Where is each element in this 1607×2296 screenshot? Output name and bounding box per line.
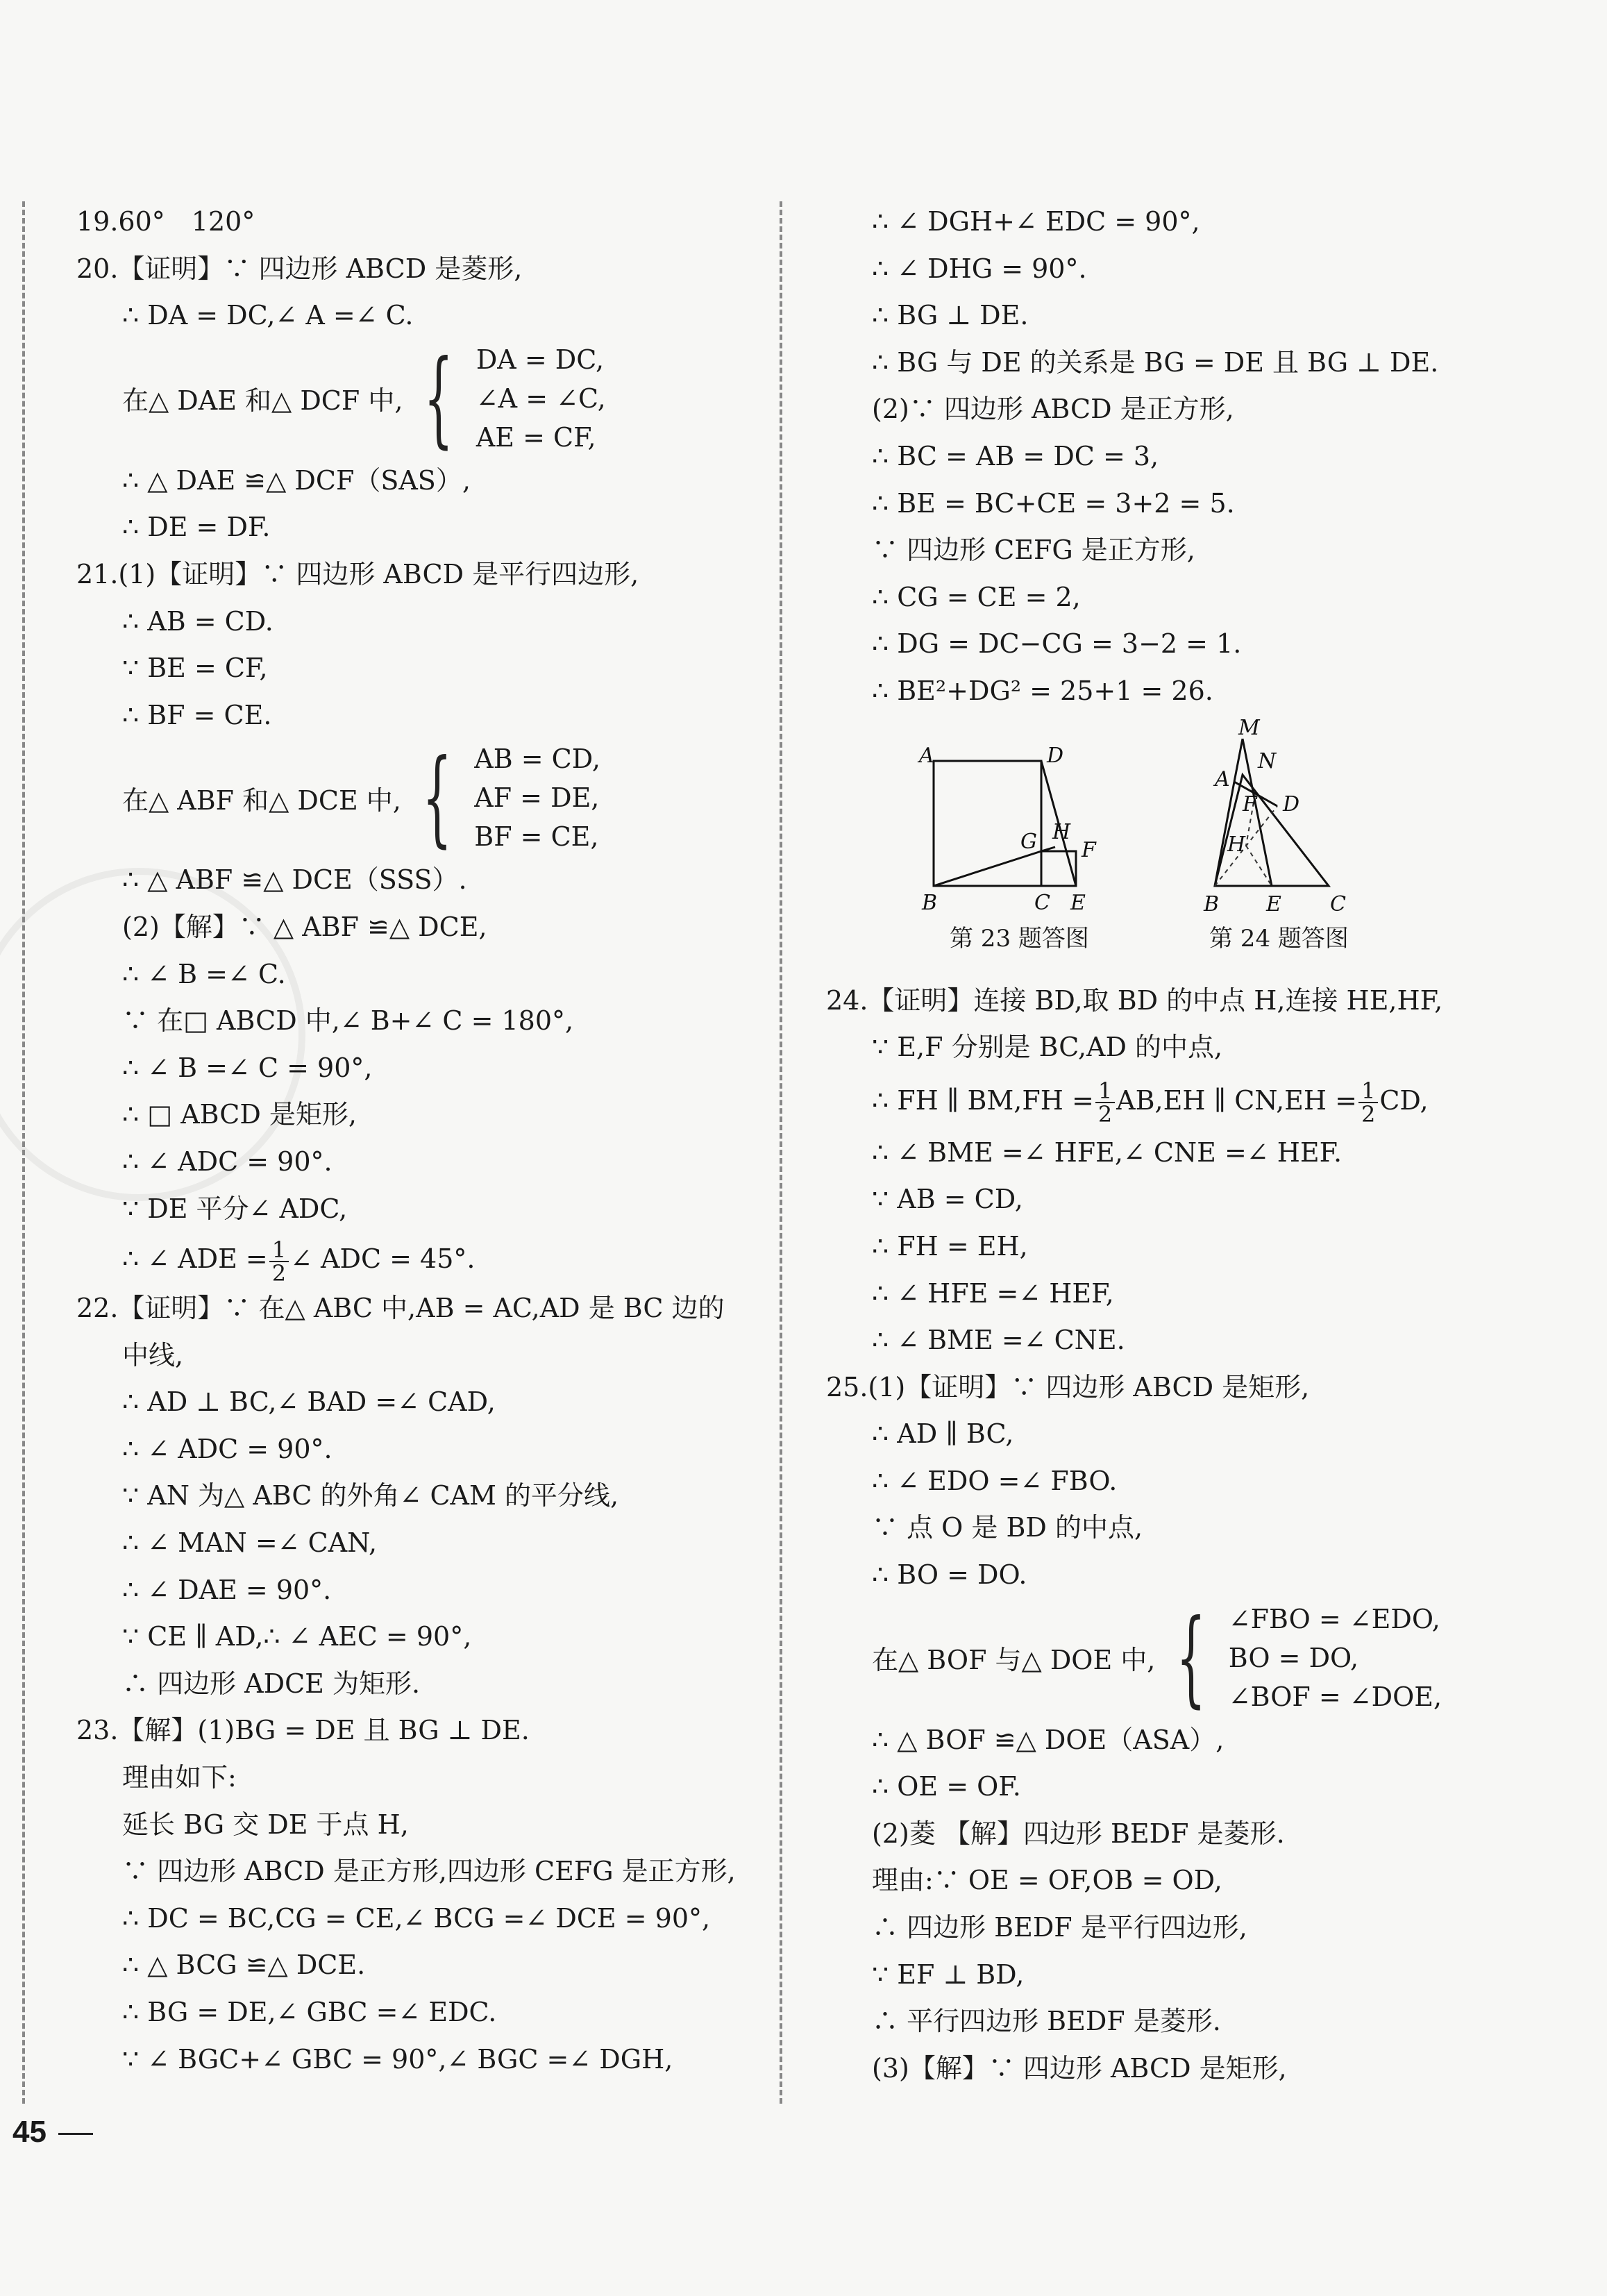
- label-d: D: [1283, 791, 1300, 816]
- brace-label: 在△ BOF 与△ DOE 中,: [872, 1645, 1156, 1676]
- left-cut-line: [22, 201, 25, 2104]
- segment-am: [1234, 739, 1243, 782]
- label-e: E: [1070, 890, 1086, 915]
- label-a: A: [1215, 766, 1230, 791]
- expr-text: CD,: [1379, 1084, 1429, 1116]
- q24-line: ∴ FH = EH,: [872, 1230, 1028, 1262]
- q22-line: ∵ CE ∥ AD,∴ ∠ AEC = 90°,: [122, 1621, 472, 1652]
- expr-text: AB,EH ∥ CN,EH =: [1116, 1084, 1357, 1116]
- brace-item: ∠FBO = ∠EDO,: [1228, 1603, 1440, 1634]
- square-abcd: [934, 761, 1041, 886]
- label-c: C: [1330, 891, 1346, 916]
- q22-line: ∴ ∠ ADC = 90°.: [122, 1433, 333, 1464]
- q24-line: ∴ ∠ HFE =∠ HEF,: [872, 1277, 1114, 1309]
- figure-24: [1173, 719, 1381, 921]
- q21-line: (2)【解】∵ △ ABF ≌△ DCE,: [122, 911, 487, 942]
- figure-23: [916, 719, 1152, 921]
- expr-text: ∴ FH ∥ BM,FH =: [872, 1084, 1094, 1116]
- q23-line: ∴ DG = DC−CG = 3−2 = 1.: [872, 628, 1242, 660]
- q25-line: (3)【解】∵ 四边形 ABCD 是矩形,: [872, 2052, 1287, 2084]
- brace-item: AF = DE,: [474, 782, 600, 814]
- expr-text: ∠ ADC = 45°.: [290, 1243, 476, 1275]
- brace-item: AE = CF,: [476, 421, 596, 453]
- numerator: 1: [1358, 1080, 1378, 1103]
- q24-fraction-line: [826, 1071, 1576, 1130]
- q21-line: ∵ 在□ ABCD 中,∠ B+∠ C = 180°,: [122, 1005, 574, 1037]
- q21-line: ∴ AB = CD.: [122, 605, 274, 637]
- q23-line: ∴ BG ⊥ DE.: [872, 300, 1029, 331]
- q23-line: ∴ DC = BC,CG = CE,∠ BCG =∠ DCE = 90°,: [122, 1902, 711, 1934]
- q23-line: ∵ 四边形 CEFG 是正方形,: [872, 535, 1195, 566]
- q24-line: ∴ ∠ BME =∠ HFE,∠ CNE =∠ HEF.: [872, 1137, 1343, 1168]
- q22-line: ∴ ∠ MAN =∠ CAN,: [122, 1527, 378, 1559]
- q23-line: ∴ BE²+DG² = 25+1 = 26.: [872, 675, 1213, 706]
- q23-line: ∴ BG 与 DE 的关系是 BG = DE 且 BG ⊥ DE.: [872, 346, 1439, 378]
- figure-24-caption: 第 24 题答图: [1209, 924, 1349, 953]
- q25-line: ∴ ∠ EDO =∠ FBO.: [872, 1465, 1118, 1496]
- brace-label: 在△ DAE 和△ DCF 中,: [122, 385, 403, 417]
- right-column: [826, 199, 1576, 2092]
- left-column: [76, 199, 771, 2083]
- q25-line: ∴ 平行四边形 BEDF 是菱形.: [872, 2006, 1221, 2037]
- label-h: H: [1052, 819, 1071, 844]
- q22-line: 中线,: [122, 1339, 184, 1371]
- q21-line: ∴ ∠ B =∠ C = 90°,: [122, 1052, 373, 1083]
- q23-line: ∴ CG = CE = 2,: [872, 581, 1081, 612]
- fraction: [269, 1236, 289, 1287]
- q25-line: ∴ OE = OF.: [872, 1771, 1021, 1802]
- label-h: H: [1227, 832, 1246, 857]
- q20-brace-system: [76, 337, 771, 459]
- fraction: [1095, 1078, 1115, 1128]
- q21-brace-system: [76, 739, 771, 857]
- brace-icon: {: [1176, 1597, 1206, 1718]
- q21-line: ∴ ∠ B =∠ C.: [122, 958, 286, 989]
- q23-line: ∴ BG = DE,∠ GBC =∠ EDC.: [122, 1997, 497, 2027]
- q25-line: ∵ EF ⊥ BD,: [872, 1959, 1025, 1990]
- q22-line: ∵ AN 为△ ABC 的外角∠ CAM 的平分线,: [122, 1480, 619, 1511]
- label-b: B: [922, 890, 938, 915]
- q23-line: ∵ 四边形 ABCD 是正方形,四边形 CEFG 是正方形,: [122, 1856, 736, 1887]
- q20-line: ∴ △ DAE ≌△ DCF（SAS）,: [122, 464, 471, 496]
- q25-line: ∵ 点 O 是 BD 的中点,: [872, 1512, 1143, 1543]
- brace-item: BO = DO,: [1228, 1642, 1359, 1673]
- brace-item: DA = DC,: [476, 344, 605, 375]
- q23-line: ∴ ∠ DHG = 90°.: [872, 253, 1087, 284]
- denominator: 2: [271, 1259, 287, 1287]
- q21-line: ∵ DE 平分∠ ADC,: [122, 1193, 348, 1224]
- q23-line: 延长 BG 交 DE 于点 H,: [122, 1809, 409, 1840]
- q25-brace-system: [826, 1599, 1576, 1717]
- page-number-rule: [58, 2133, 93, 2135]
- q22-line: ∴ ∠ DAE = 90°.: [122, 1574, 332, 1605]
- q23-line: ∴ △ BCG ≌△ DCE.: [122, 1950, 366, 1981]
- brace-item: AB = CD,: [474, 744, 600, 775]
- q24-line: ∵ E,F 分别是 BC,AD 的中点,: [872, 1032, 1223, 1063]
- q23-line: 23.【解】(1)BG = DE 且 BG ⊥ DE.: [76, 1715, 530, 1746]
- denominator: 2: [1361, 1101, 1376, 1128]
- q24-line: ∵ AB = CD,: [872, 1184, 1023, 1215]
- q25-line: ∴ 四边形 BEDF 是平行四边形,: [872, 1912, 1247, 1943]
- q21-line: 21.(1)【证明】∵ 四边形 ABCD 是平行四边形,: [76, 558, 639, 589]
- expr-text: ∴ ∠ ADE =: [122, 1243, 268, 1275]
- label-d: D: [1047, 743, 1064, 768]
- denominator: 2: [1097, 1101, 1113, 1128]
- figures-row: [826, 719, 1576, 978]
- q25-line: 理由:∵ OE = OF,OB = OD,: [872, 1865, 1222, 1896]
- fraction: [1358, 1078, 1378, 1128]
- q23-line: ∵ ∠ BGC+∠ GBC = 90°,∠ BGC =∠ DGH,: [122, 2043, 673, 2075]
- label-a: A: [919, 743, 934, 768]
- page-number: 45: [12, 2115, 47, 2149]
- answer-19: 19.60° 120°: [76, 206, 255, 237]
- numerator: 1: [1095, 1080, 1115, 1103]
- q25-line: ∴ AD ∥ BC,: [872, 1418, 1014, 1450]
- q23-line: ∴ BE = BC+CE = 3+2 = 5.: [872, 487, 1235, 519]
- brace-icon: {: [422, 737, 453, 859]
- q25-line: ∴ △ BOF ≌△ DOE（ASA）,: [872, 1724, 1225, 1755]
- label-e: E: [1266, 891, 1281, 916]
- q23-line: (2)∵ 四边形 ABCD 是正方形,: [872, 394, 1234, 425]
- q21-line: ∵ BE = CF,: [122, 653, 268, 684]
- brace-icon: {: [423, 337, 454, 459]
- q25-line: 25.(1)【证明】∵ 四边形 ABCD 是矩形,: [826, 1371, 1310, 1402]
- q20-line: ∴ DA = DC,∠ A =∠ C.: [122, 300, 414, 331]
- q22-line: 22.【证明】∵ 在△ ABC 中,AB = AC,AD 是 BC 边的: [76, 1293, 725, 1324]
- q21-fraction-line: [76, 1232, 771, 1285]
- q20-line: ∴ DE = DF.: [122, 512, 271, 543]
- q23-line: 理由如下:: [122, 1762, 237, 1793]
- figure-23-caption: 第 23 题答图: [950, 924, 1089, 953]
- label-f: F: [1082, 837, 1096, 862]
- brace-label: 在△ ABF 和△ DCE 中,: [122, 785, 401, 816]
- q22-line: ∴ 四边形 ADCE 为矩形.: [122, 1668, 421, 1699]
- q24-line: ∴ ∠ BME =∠ CNE.: [872, 1325, 1125, 1356]
- brace-item: ∠A = ∠C,: [476, 383, 606, 414]
- q21-line: ∴ □ ABCD 是矩形,: [122, 1099, 357, 1130]
- label-g: G: [1020, 829, 1037, 854]
- label-m: M: [1238, 719, 1260, 740]
- q25-line: ∴ BO = DO.: [872, 1559, 1027, 1591]
- q21-line: ∴ BF = CE.: [122, 699, 272, 730]
- label-f: F: [1243, 791, 1257, 816]
- q23-line: ∴ ∠ DGH+∠ EDC = 90°,: [872, 206, 1200, 237]
- numerator: 1: [269, 1239, 289, 1262]
- q21-line: ∴ ∠ ADC = 90°.: [122, 1146, 333, 1177]
- q20-line: 20.【证明】∵ 四边形 ABCD 是菱形,: [76, 253, 523, 284]
- q24-line: 24.【证明】连接 BD,取 BD 的中点 H,连接 HE,HF,: [826, 984, 1443, 1016]
- label-n: N: [1258, 748, 1277, 773]
- brace-item: ∠BOF = ∠DOE,: [1228, 1681, 1442, 1712]
- label-c: C: [1034, 890, 1050, 915]
- q21-line: ∴ △ ABF ≌△ DCE（SSS）.: [122, 864, 467, 896]
- q23-line: ∴ BC = AB = DC = 3,: [872, 440, 1159, 471]
- q25-line: (2)菱 【解】四边形 BEDF 是菱形.: [872, 1818, 1285, 1849]
- segment-bg: [934, 851, 1041, 886]
- brace-item: BF = CE,: [474, 821, 599, 853]
- q22-line: ∴ AD ⊥ BC,∠ BAD =∠ CAD,: [122, 1386, 496, 1418]
- label-b: B: [1204, 891, 1220, 916]
- column-divider: [780, 201, 782, 2104]
